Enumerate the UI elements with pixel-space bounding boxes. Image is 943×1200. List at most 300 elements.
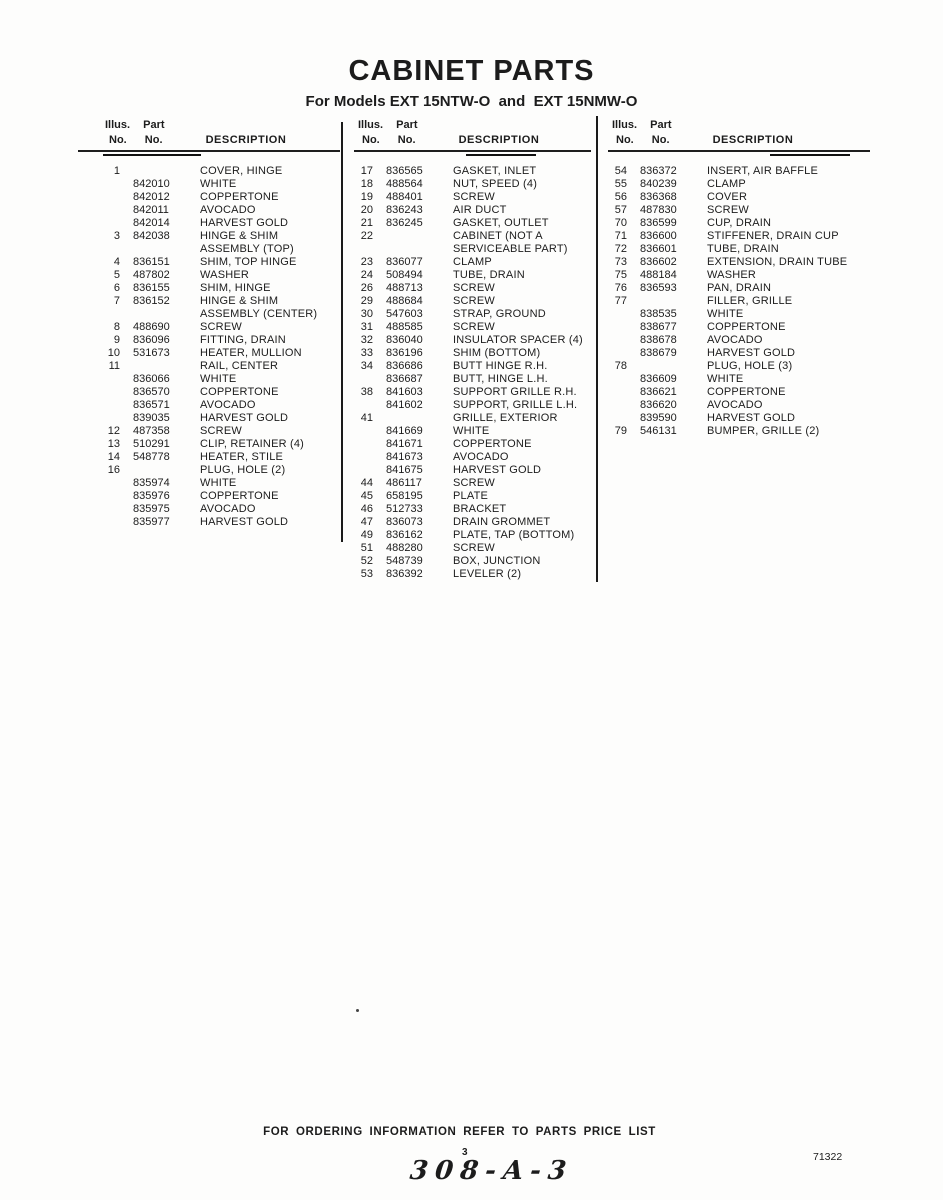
part-row [100,269,340,282]
part-no-cell: 835974 [133,477,170,489]
page-title: CABINET PARTS [348,55,595,87]
part-no-cell: 836155 [133,282,170,294]
part-row [100,464,340,477]
illus-no-cell: 53 [360,568,373,580]
illus-no-label: No. [109,134,127,146]
part-no-cell: 842014 [133,217,170,229]
part-row [353,256,592,269]
part-no-cell: 488713 [386,282,423,294]
part-row [100,412,340,425]
description-cell: SCREW [200,425,242,437]
description-cell: STRAP, GROUND [453,308,546,320]
part-no-cell: 839590 [640,412,677,424]
part-no-label: No. [397,134,416,146]
description-cell: ASSEMBLY (CENTER) [200,308,318,320]
description-cell: WHITE [200,373,237,385]
part-row [607,230,875,243]
description-cell: COPPERTONE [200,386,279,398]
parts-column-3 [607,118,875,438]
part-no-cell: 838679 [640,347,677,359]
description-cell: AIR DUCT [453,204,507,216]
part-no-cell [386,230,434,243]
description-cell: COPPERTONE [200,191,279,203]
description-cell: AVOCADO [453,451,509,463]
part-no-cell: 836686 [386,360,423,372]
part-row [353,178,592,191]
part-no-cell [133,243,181,256]
part-no-cell: 835977 [133,516,170,528]
part-no-cell: 836687 [386,373,423,385]
illus-no-cell: 52 [360,555,373,567]
illus-no-cell [100,412,120,425]
illus-no-cell: 3 [113,230,120,242]
part-row [100,490,340,503]
illus-no-cell [607,399,627,412]
description-cell: COPPERTONE [200,490,279,502]
description-cell: COPPERTONE [707,321,786,333]
part-row [353,412,592,425]
illus-no-cell [353,451,373,464]
part-no-cell: 488280 [386,542,423,554]
description-cell: GRILLE, EXTERIOR [453,412,558,424]
illus-no-cell [607,347,627,360]
part-no-cell: 836196 [386,347,423,359]
illus-no-cell: 26 [360,282,373,294]
part-no-cell: 836600 [640,230,677,242]
description-cell: STIFFENER, DRAIN CUP [707,230,839,242]
part-no-cell: 841602 [386,399,423,411]
parts-rows [353,165,592,581]
part-no-cell: 836601 [640,243,677,255]
illus-label: Illus. [612,119,638,131]
part-no-cell: 508494 [386,269,423,281]
part-row [353,347,592,360]
description-label: DESCRIPTION [458,134,540,146]
part-row [100,386,340,399]
column-header-line2 [353,133,592,148]
part-no-cell: 548739 [386,555,423,567]
illus-no-cell: 49 [360,529,373,541]
part-row [353,503,592,516]
part-row [353,217,592,230]
description-cell: PLUG, HOLE (3) [707,360,793,372]
part-no-cell: 836599 [640,217,677,229]
illus-no-cell [353,243,373,256]
part-row [353,542,592,555]
illus-no-cell [353,373,373,386]
part-no-cell: 836243 [386,204,423,216]
illus-no-cell: 13 [107,438,120,450]
description-cell: LEVELER (2) [453,568,522,580]
description-cell: TUBE, DRAIN [453,269,525,281]
illus-no-cell [607,386,627,399]
part-row [607,347,875,360]
illus-no-cell: 78 [614,360,627,372]
ordering-note: FOR ORDERING INFORMATION REFER TO PARTS PRICE LIST [263,1126,656,1138]
part-row [100,334,340,347]
illus-no-cell: 14 [107,451,120,463]
part-no-cell: 487358 [133,425,170,437]
part-row [100,243,340,256]
part-no-cell: 836392 [386,568,423,580]
description-cell: HARVEST GOLD [200,412,289,424]
description-cell: HARVEST GOLD [707,412,796,424]
illus-no-cell [607,308,627,321]
description-cell: HARVEST GOLD [707,347,796,359]
part-no-cell: 488184 [640,269,677,281]
description-cell: SHIM, TOP HINGE [200,256,297,268]
illus-no-cell: 1 [113,165,120,177]
part-row [607,295,875,308]
part-no-cell: 836620 [640,399,677,411]
column-header [607,118,875,151]
column-divider-right [596,116,598,582]
part-no-cell: 836073 [386,516,423,528]
description-cell: WASHER [200,269,250,281]
part-no-cell: 842010 [133,178,170,190]
part-no-cell: 836151 [133,256,170,268]
part-row [607,178,875,191]
part-row [100,178,340,191]
part-no-cell: 836593 [640,282,677,294]
illus-no-label: No. [362,134,380,146]
part-label: Part [143,119,165,131]
description-cell: RAIL, CENTER [200,360,279,372]
description-cell: CABINET (NOT A [453,230,543,242]
column-divider-left [341,122,343,542]
part-row [353,399,592,412]
part-row [100,295,340,308]
illus-no-cell: 23 [360,256,373,268]
description-cell: NUT, SPEED (4) [453,178,538,190]
illus-no-cell: 73 [614,256,627,268]
part-row [353,555,592,568]
column-header [353,118,592,151]
illus-no-cell: 5 [113,269,120,281]
illus-no-cell: 22 [360,230,373,242]
illus-no-cell: 41 [360,412,373,424]
illus-no-cell: 75 [614,269,627,281]
part-no-cell: 836368 [640,191,677,203]
part-row [607,373,875,386]
description-cell: PLUG, HOLE (2) [200,464,286,476]
part-no-cell: 842011 [133,204,169,216]
illus-no-cell: 18 [360,178,373,190]
part-row [353,386,592,399]
part-no-cell: 836570 [133,386,170,398]
description-cell: CLAMP [453,256,492,268]
description-cell: BOX, JUNCTION [453,555,541,567]
part-no-cell [386,243,434,256]
illus-no-cell: 45 [360,490,373,502]
illus-no-cell: 24 [360,269,373,281]
illus-no-cell: 51 [360,542,373,554]
part-no-cell: 838535 [640,308,677,320]
illus-no-cell: 9 [113,334,120,346]
description-cell: HEATER, STILE [200,451,284,463]
part-no-cell: 841675 [386,464,423,476]
part-row [353,243,592,256]
column-header-line1 [353,118,592,133]
part-row [353,204,592,217]
part-row [607,425,875,438]
illus-no-cell [100,477,120,490]
illus-no-cell [100,516,120,529]
description-cell: PLATE [453,490,489,502]
part-row [100,503,340,516]
part-row [607,386,875,399]
part-no-cell [386,412,434,425]
illus-no-cell: 31 [360,321,373,333]
part-no-cell: 836077 [386,256,423,268]
part-no-cell: 838677 [640,321,677,333]
part-row [100,425,340,438]
illus-no-cell [100,373,120,386]
illus-no-cell: 47 [360,516,373,528]
description-cell: SCREW [453,542,495,554]
illus-no-cell: 55 [614,178,627,190]
illus-no-cell: 38 [360,386,373,398]
description-cell: SERVICEABLE PART) [453,243,568,255]
part-no-cell: 512733 [386,503,423,515]
part-row [100,399,340,412]
illus-no-cell: 34 [360,360,373,372]
part-row [353,477,592,490]
part-no-cell: 488684 [386,295,423,307]
description-cell: TUBE, DRAIN [707,243,779,255]
part-row [100,451,340,464]
description-cell: SCREW [453,191,495,203]
part-no-label: No. [144,134,163,146]
part-row [353,516,592,529]
part-no-cell: 836096 [133,334,170,346]
description-cell: COPPERTONE [707,386,786,398]
description-cell: CLAMP [707,178,746,190]
illus-no-cell: 46 [360,503,373,515]
part-row [100,438,340,451]
column3-header-subrule [770,154,850,156]
illus-no-cell [100,399,120,412]
part-row [607,217,875,230]
part-row [353,165,592,178]
description-cell: WHITE [707,373,744,385]
description-cell: COVER [707,191,748,203]
description-cell: HARVEST GOLD [200,516,289,528]
part-no-cell [133,360,181,373]
description-cell: WHITE [453,425,490,437]
part-no-cell: 840239 [640,178,677,190]
illus-no-cell: 6 [113,282,120,294]
page-number: 3 [462,1147,468,1158]
part-no-cell: 546131 [640,425,677,437]
column1-header-subrule [103,154,201,156]
description-cell: WHITE [200,477,237,489]
part-no-cell: 836565 [386,165,423,177]
part-row [353,295,592,308]
part-row [100,477,340,490]
illus-no-cell [607,334,627,347]
description-cell: PAN, DRAIN [707,282,772,294]
illus-no-cell: 16 [107,464,120,476]
description-cell: AVOCADO [707,334,763,346]
page-subtitle: For Models EXT 15NTW-O and EXT 15NMW-O [305,93,638,110]
part-row [607,399,875,412]
part-row [100,204,340,217]
part-no-cell: 836609 [640,373,677,385]
part-no-cell: 836571 [133,399,170,411]
description-cell: HINGE & SHIM [200,230,279,242]
part-row [607,165,875,178]
part-no-cell: 836602 [640,256,677,268]
part-no-cell: 488585 [386,321,423,333]
part-no-cell: 836245 [386,217,423,229]
part-no-cell: 531673 [133,347,170,359]
description-cell: SHIM, HINGE [200,282,271,294]
illus-no-cell [353,464,373,477]
illus-no-cell: 70 [614,217,627,229]
part-row [100,230,340,243]
illus-no-cell: 12 [107,425,120,437]
column3-header-rule [608,150,870,152]
description-cell: SCREW [453,321,495,333]
doc-number: 71322 [813,1151,843,1163]
description-cell: CUP, DRAIN [707,217,772,229]
description-cell: BUTT, HINGE L.H. [453,373,548,385]
illus-no-cell: 17 [360,165,373,177]
parts-column-1 [100,118,340,529]
part-no-cell: 548778 [133,451,170,463]
description-cell: SCREW [200,321,242,333]
column1-header-rule [78,150,340,152]
part-no-cell: 841671 [386,438,423,450]
part-no-cell: 841669 [386,425,423,437]
illus-no-cell [100,308,120,321]
part-no-cell: 842038 [133,230,170,242]
column-header-line2 [100,133,340,148]
part-row [607,256,875,269]
part-row [100,308,340,321]
part-row [353,373,592,386]
description-cell: GASKET, INLET [453,165,537,177]
part-no-cell: 658195 [386,490,423,502]
illus-no-cell: 56 [614,191,627,203]
illus-no-cell [100,191,120,204]
part-row [353,451,592,464]
part-row [353,230,592,243]
illus-no-cell: 7 [113,295,120,307]
parts-rows [100,165,340,529]
illus-no-cell: 33 [360,347,373,359]
illus-no-cell [353,425,373,438]
part-no-cell: 836621 [640,386,677,398]
description-cell: FITTING, DRAIN [200,334,286,346]
illus-no-cell [100,217,120,230]
part-row [100,373,340,386]
part-no-cell: 488401 [386,191,423,203]
description-cell: SCREW [453,477,495,489]
description-cell: BUTT HINGE R.H. [453,360,548,372]
part-row [353,282,592,295]
illus-no-cell: 10 [107,347,120,359]
part-row [100,321,340,334]
description-cell: SCREW [453,282,495,294]
part-row [607,360,875,373]
part-no-cell: 835976 [133,490,170,502]
description-cell: PLATE, TAP (BOTTOM) [453,529,575,541]
description-cell: HEATER, MULLION [200,347,302,359]
part-row [353,438,592,451]
part-no-cell: 836372 [640,165,677,177]
part-no-cell: 486117 [386,477,422,489]
illus-no-cell: 8 [113,321,120,333]
description-cell: COPPERTONE [453,438,532,450]
description-label: DESCRIPTION [205,134,287,146]
part-row [353,321,592,334]
illus-no-cell: 21 [360,217,373,229]
illus-no-cell: 57 [614,204,627,216]
description-cell: WASHER [707,269,757,281]
part-no-cell: 835975 [133,503,170,515]
description-cell: BUMPER, GRILLE (2) [707,425,820,437]
illus-no-cell [353,438,373,451]
part-row [353,191,592,204]
description-cell: INSULATOR SPACER (4) [453,334,583,346]
handwritten-code: 308-A-3 [408,1156,575,1186]
illus-no-cell: 76 [614,282,627,294]
part-row [607,308,875,321]
part-row [607,321,875,334]
part-no-cell: 836066 [133,373,170,385]
illus-no-cell: 77 [614,295,627,307]
illus-no-cell: 71 [614,230,627,242]
column-header-line2 [607,133,875,148]
part-no-cell: 839035 [133,412,170,424]
part-row [607,269,875,282]
illus-no-cell [100,178,120,191]
illus-no-cell [353,399,373,412]
description-cell: AVOCADO [200,399,256,411]
illus-no-label: No. [616,134,634,146]
description-cell: WHITE [707,308,744,320]
part-row [100,516,340,529]
illus-no-cell [100,204,120,217]
part-row [353,334,592,347]
description-cell: AVOCADO [200,503,256,515]
part-no-cell: 488564 [386,178,423,190]
column-header-line1 [100,118,340,133]
description-cell: GASKET, OUTLET [453,217,549,229]
part-row [100,256,340,269]
illus-no-cell [607,412,627,425]
illus-no-cell: 4 [113,256,120,268]
description-cell: BRACKET [453,503,507,515]
part-row [607,412,875,425]
description-cell: HARVEST GOLD [453,464,542,476]
part-row [607,191,875,204]
part-row [100,347,340,360]
illus-label: Illus. [358,119,384,131]
column2-header-subrule [466,154,536,156]
illus-no-cell: 32 [360,334,373,346]
description-cell: SHIM (BOTTOM) [453,347,541,359]
illus-no-cell [100,503,120,516]
illus-no-cell: 20 [360,204,373,216]
part-no-cell [133,165,181,178]
part-no-cell: 836040 [386,334,423,346]
part-row [353,425,592,438]
part-no-cell: 487830 [640,204,677,216]
illus-no-cell [100,243,120,256]
